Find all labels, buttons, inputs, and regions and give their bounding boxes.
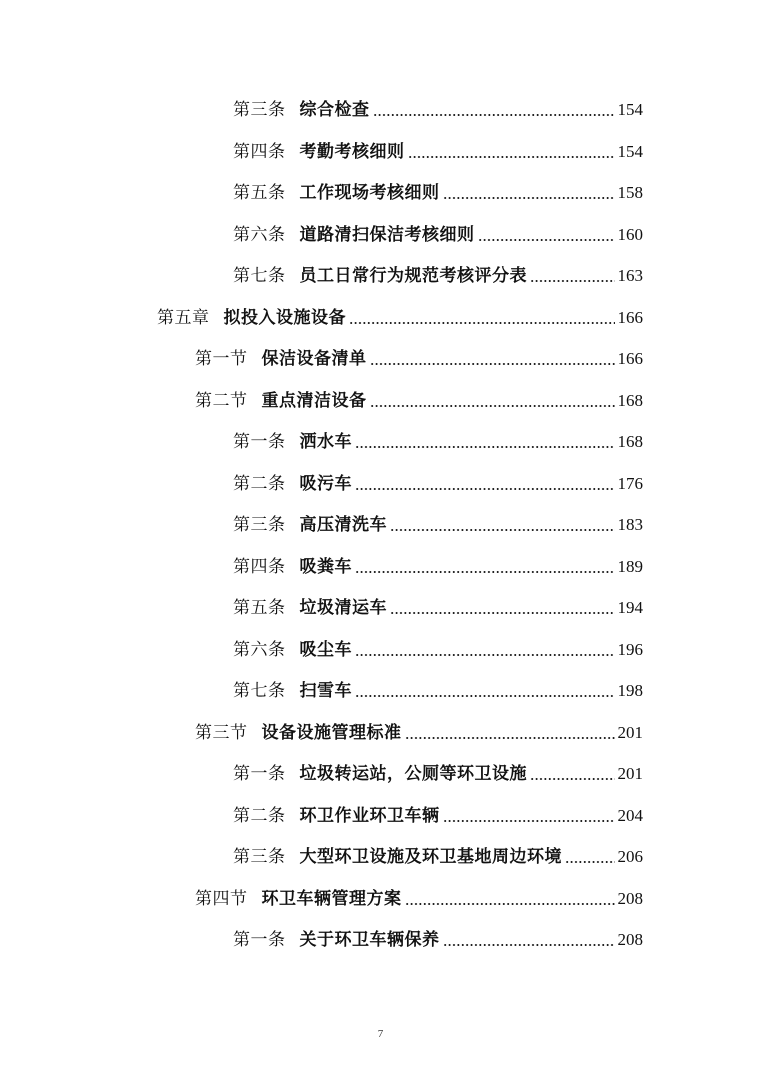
- toc-entry-prefix: 第一条: [233, 432, 286, 452]
- dot-leader: [530, 280, 615, 282]
- dot-leader: [405, 903, 615, 905]
- dot-leader: [443, 944, 615, 946]
- dot-leader: [370, 405, 615, 407]
- toc-entry-page: 196: [617, 640, 643, 659]
- toc-entry-prefix: 第一条: [233, 930, 286, 950]
- toc-entry-page: 168: [617, 391, 643, 410]
- dot-leader: [405, 737, 615, 739]
- dot-leader: [373, 114, 615, 116]
- toc-entry-prefix: 第二条: [233, 806, 286, 826]
- toc-entry-prefix: 第三节: [195, 723, 248, 743]
- toc-entry-prefix: 第六条: [233, 640, 286, 660]
- toc-entry[interactable]: [0, 635, 643, 661]
- toc-entry-page: 163: [617, 266, 643, 285]
- dot-leader: [355, 654, 615, 656]
- toc-entry-prefix: 第五条: [233, 183, 286, 203]
- toc-entry[interactable]: [0, 510, 643, 536]
- toc-entry-page: 166: [617, 349, 643, 368]
- dot-leader: [390, 612, 615, 614]
- toc-entry-prefix: 第七条: [233, 681, 286, 701]
- dot-leader: [355, 695, 615, 697]
- toc-entry-page: 208: [617, 889, 643, 908]
- toc-entry-title: 吸粪车: [299, 557, 352, 577]
- toc-entry-title: 拟投入设施设备: [223, 308, 346, 328]
- toc-entry-page: 158: [617, 183, 643, 202]
- toc-entry-prefix: 第三条: [233, 515, 286, 535]
- toc-entry[interactable]: [0, 95, 643, 121]
- toc-entry-title: 垃圾转运站，公厕等环卫设施: [299, 764, 527, 784]
- toc-entry[interactable]: [0, 344, 643, 370]
- toc-entry-page: 168: [617, 432, 643, 451]
- toc-entry[interactable]: [0, 593, 643, 619]
- toc-entry-prefix: 第三条: [233, 100, 286, 120]
- toc-entry-page: 189: [617, 557, 643, 576]
- toc-entry-title: 洒水车: [299, 432, 352, 452]
- toc-entry[interactable]: [0, 842, 643, 868]
- toc-entry-page: 208: [617, 930, 643, 949]
- toc-entry-title: 关于环卫车辆保养: [299, 930, 440, 950]
- toc-entry-page: 204: [617, 806, 643, 825]
- toc-entry[interactable]: [0, 220, 643, 246]
- toc-entry-page: 206: [617, 847, 643, 866]
- toc-entry-page: 201: [617, 764, 643, 783]
- toc-entry-prefix: 第五章: [157, 308, 210, 328]
- toc-entry[interactable]: [0, 178, 643, 204]
- dot-leader: [530, 778, 615, 780]
- toc-entry-title: 设备设施管理标准: [261, 723, 402, 743]
- toc-entry-page: 176: [617, 474, 643, 493]
- toc-entry[interactable]: [0, 427, 643, 453]
- toc-entry-page: 160: [617, 225, 643, 244]
- toc-entry-prefix: 第四节: [195, 889, 248, 909]
- toc-entry-title: 综合检查: [299, 100, 370, 120]
- toc-entry-title: 重点清洁设备: [261, 391, 367, 411]
- toc-entry-title: 环卫作业环卫车辆: [299, 806, 440, 826]
- toc-entry[interactable]: [0, 925, 643, 951]
- dot-leader: [565, 861, 615, 863]
- toc-entry-prefix: 第六条: [233, 225, 286, 245]
- toc-entry[interactable]: [0, 676, 643, 702]
- toc-entry[interactable]: [0, 261, 643, 287]
- toc-entry-prefix: 第二节: [195, 391, 248, 411]
- toc-entry[interactable]: [0, 718, 643, 744]
- toc-entry-prefix: 第五条: [233, 598, 286, 618]
- dot-leader: [355, 488, 615, 490]
- toc-entry-title: 垃圾清运车: [299, 598, 387, 618]
- toc-entry-title: 高压清洗车: [299, 515, 387, 535]
- dot-leader: [355, 571, 615, 573]
- toc-entry-title: 保洁设备清单: [261, 349, 367, 369]
- dot-leader: [408, 156, 615, 158]
- dot-leader: [390, 529, 615, 531]
- toc-entry[interactable]: [0, 552, 643, 578]
- dot-leader: [355, 446, 615, 448]
- toc-entry[interactable]: [0, 801, 643, 827]
- toc-entry-page: 198: [617, 681, 643, 700]
- toc-entry-page: 154: [617, 100, 643, 119]
- dot-leader: [443, 197, 615, 199]
- toc-entry-page: 166: [617, 308, 643, 327]
- page-number-footer: 7: [377, 1028, 384, 1040]
- toc-entry-title: 环卫车辆管理方案: [261, 889, 402, 909]
- toc-entry[interactable]: [0, 759, 643, 785]
- toc-entry[interactable]: [0, 469, 643, 495]
- toc-entry-page: 194: [617, 598, 643, 617]
- toc-entry-prefix: 第四条: [233, 142, 286, 162]
- dot-leader: [443, 820, 615, 822]
- toc-entry-prefix: 第四条: [233, 557, 286, 577]
- toc-entry[interactable]: [0, 386, 643, 412]
- toc-entry-title: 吸尘车: [299, 640, 352, 660]
- toc-entry-page: 201: [617, 723, 643, 742]
- toc-entry-title: 吸污车: [299, 474, 352, 494]
- toc-entry-prefix: 第三条: [233, 847, 286, 867]
- toc-entry-prefix: 第一节: [195, 349, 248, 369]
- toc-entry-title: 考勤考核细则: [299, 142, 405, 162]
- toc-entry-title: 工作现场考核细则: [299, 183, 440, 203]
- dot-leader: [349, 322, 615, 324]
- toc-entry-prefix: 第二条: [233, 474, 286, 494]
- dot-leader: [370, 363, 615, 365]
- dot-leader: [478, 239, 615, 241]
- toc-entry-title: 员工日常行为规范考核评分表: [299, 266, 527, 286]
- toc-entry[interactable]: [0, 884, 643, 910]
- toc-entry-page: 183: [617, 515, 643, 534]
- toc-entry-title: 道路清扫保洁考核细则: [299, 225, 475, 245]
- toc-entry-page: 154: [617, 142, 643, 161]
- toc-entry[interactable]: [0, 303, 643, 329]
- toc-entry-prefix: 第一条: [233, 764, 286, 784]
- toc-entry-title: 大型环卫设施及环卫基地周边环境: [299, 847, 562, 867]
- toc-entry-title: 扫雪车: [299, 681, 352, 701]
- toc-entry-prefix: 第七条: [233, 266, 286, 286]
- toc-entry[interactable]: [0, 137, 643, 163]
